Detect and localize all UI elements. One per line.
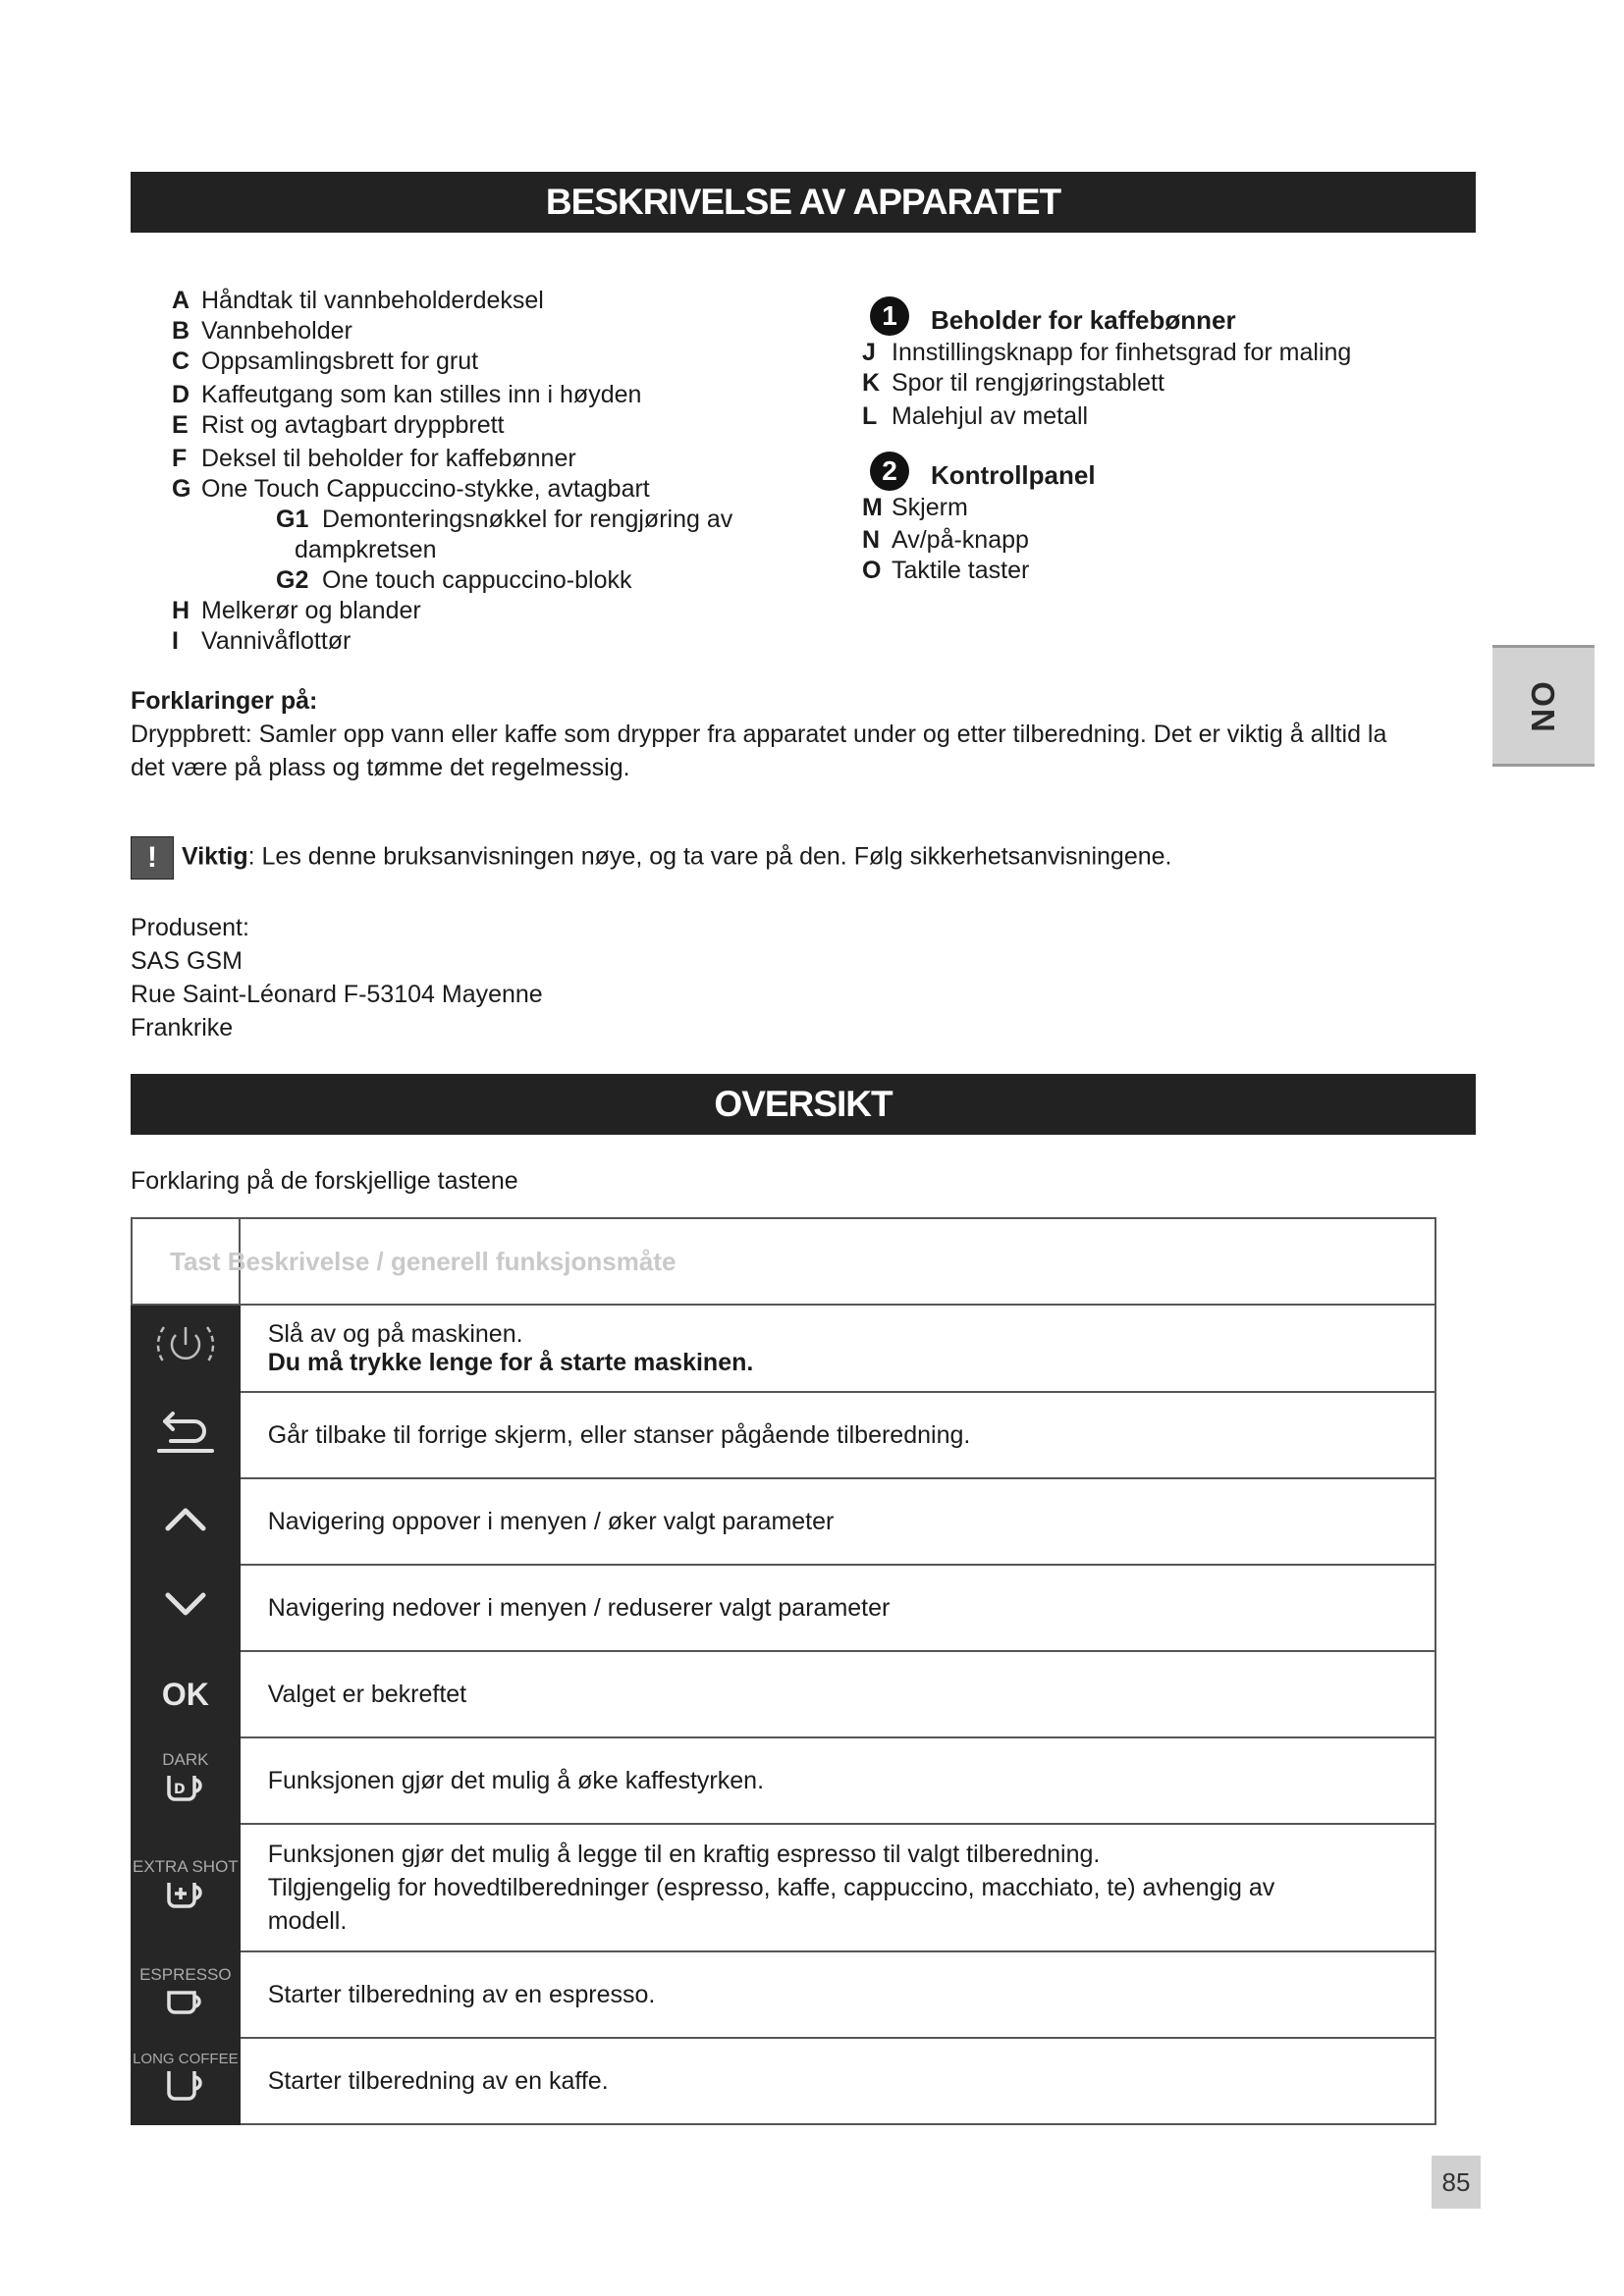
key-label: DARK [162,1749,209,1769]
table-cell: Funksjonen gjør det mulig å øke kaffestyrken. [240,1737,1435,1824]
part-label: Vannivåflottør [201,627,352,655]
list-item [172,316,732,347]
list-item [862,368,1351,399]
part-label: Kaffeutgang som kan stilles inn i høyden [201,381,642,408]
part-label: Spor til rengjøringstablett [892,369,1164,397]
power-icon [132,1305,240,1392]
part-key: N [862,526,881,554]
key-label: LONG COFFEE [133,2051,239,2067]
list-item [172,565,732,596]
producer-line: Produsent: [131,914,249,941]
part-label: dampkretsen [295,536,437,563]
parts-list-left [172,286,732,657]
row-text: Tilgjengelig for hovedtilberedninger (espresso, kaffe, cappuccino, macchiato, te) avhengig av [267,1874,1275,1901]
list-item [172,444,732,474]
language-tab [1492,645,1595,767]
section-heading [862,452,1351,491]
part-key: C [172,347,190,375]
part-key: K [862,369,881,397]
part-label: Vannbeholder [201,317,352,345]
part-key: B [172,317,190,345]
part-label: Malehjul av metall [892,402,1089,430]
number-badge-icon: 2 [870,452,909,491]
table-row [132,1651,1435,1737]
list-item [862,493,1351,523]
part-label: Skjerm [892,494,968,521]
legend [131,684,1386,784]
part-key: G1 [276,506,309,533]
table-header-icon-cell [132,1218,677,1305]
list-item [172,596,732,626]
part-label: Deksel til beholder for kaffebønner [201,445,576,472]
section-heading-label: Beholder for kaffebønner [931,305,1236,335]
svg-text:D: D [173,1781,186,1797]
list-item [172,505,732,535]
section-title-overview: OVERSIKT [131,1074,1476,1135]
part-key: I [172,627,179,655]
long-coffee-cup-icon [132,2038,240,2124]
part-key: L [862,402,878,430]
table-row [132,2038,1435,2124]
section-heading [862,296,1351,336]
table-cell: Navigering nedover i menyen / reduserer valgt parameter [240,1565,1435,1651]
list-item [862,338,1351,368]
table-row [132,1951,1435,2038]
table-cell: Starter tilberedning av en kaffe. [240,2038,1435,2124]
table-cell [240,1824,1435,1951]
warning-bold: Viktig [182,842,248,871]
ok-icon [132,1651,240,1737]
table-row [132,1565,1435,1651]
part-key: F [172,445,188,472]
number-badge-icon: 1 [870,296,909,336]
warning-icon: ! [131,836,174,880]
warning-text: : Les denne bruksanvisningen nøye, og ta vare på den. Følg sikkerhetsanvisningene. [247,842,1172,871]
table-row [132,1824,1435,1951]
page-number: 85 [1432,2156,1481,2209]
extra-shot-cup-icon [132,1824,240,1951]
producer-line: Rue Saint-Léonard F-53104 Mayenne [131,981,543,1008]
section-heading-label: Kontrollpanel [931,460,1096,490]
list-item-continuation [172,535,732,565]
legend-line: Dryppbrett: Samler opp vann eller kaffe som drypper fra apparatet under og etter tilberedning. Det er viktig å alltid la [131,721,1387,748]
key-label: ESPRESSO [139,1964,232,1984]
list-item [862,556,1351,586]
section-title-description: BESKRIVELSE AV APPARATET [131,172,1476,233]
list-item [172,380,732,410]
part-key: G [172,475,191,503]
table-row [132,1392,1435,1478]
part-key: O [862,557,882,584]
table-header-label: Tast Beskrivelse / generell funksjonsmåte [170,1247,677,1276]
language-tab-label: NO [1525,679,1561,732]
legend-line: det være på plass og tømme det regelmessig. [131,754,630,781]
producer-line: SAS GSM [131,947,243,975]
dark-cup-icon [132,1737,240,1824]
part-label: Rist og avtagbart dryppbrett [201,411,505,439]
part-label: Melkerør og blander [201,597,421,624]
list-item [172,286,732,316]
part-key: G2 [276,566,309,594]
part-label: Taktile taster [892,557,1030,584]
part-key: E [172,411,189,439]
parts-list-right [862,296,1351,586]
warning-notice [131,836,1171,880]
table-row [132,1478,1435,1565]
list-item [862,401,1351,432]
part-label: One Touch Cappuccino-stykke, avtagbart [201,475,650,503]
list-item [172,626,732,657]
list-item [172,347,732,377]
part-key: M [862,494,883,521]
row-text: modell. [267,1907,348,1935]
part-label: Håndtak til vannbeholderdeksel [201,287,544,314]
row-text-bold: Du må trykke lenge for å starte maskinen. [267,1348,754,1376]
part-label: Innstillingsknapp for finhetsgrad for maling [892,339,1352,366]
part-key: D [172,381,190,408]
table-row [132,1737,1435,1824]
legend-title: Forklaringer på: [131,687,318,715]
keys-table [131,1217,1436,2125]
espresso-cup-icon [132,1951,240,2038]
part-key: J [862,339,876,366]
row-text: Funksjonen gjør det mulig å legge til en kraftig espresso til valgt tilberedning. [267,1841,1101,1868]
row-text: Slå av og på maskinen. [267,1319,523,1348]
table-row [132,1305,1435,1392]
part-label: Oppsamlingsbrett for grut [201,347,479,375]
table-cell: Går tilbake til forrige skjerm, eller stanser pågående tilberedning. [240,1392,1435,1478]
part-key: A [172,287,190,314]
back-arrow-icon [132,1392,240,1478]
part-label: Av/på-knapp [892,526,1029,554]
part-label: Demonteringsnøkkel for rengjøring av [322,506,733,533]
chevron-up-icon [132,1478,240,1565]
table-cell: Navigering oppover i menyen / øker valgt parameter [240,1478,1435,1565]
table-cell [240,1305,1435,1392]
producer-line: Frankrike [131,1014,234,1041]
list-item [862,525,1351,556]
chevron-down-icon [132,1565,240,1651]
producer-address [131,911,543,1044]
table-cell: Starter tilberedning av en espresso. [240,1951,1435,2038]
table-header-row [132,1218,1435,1305]
table-cell: Valget er bekreftet [240,1651,1435,1737]
overview-intro: Forklaring på de forskjellige tastene [131,1167,518,1195]
part-key: H [172,597,190,624]
key-label: EXTRA SHOT [133,1856,239,1876]
ok-label: OK [161,1676,209,1712]
list-item [172,474,732,505]
part-label: One touch cappuccino-blokk [322,566,632,594]
list-item [172,410,732,441]
